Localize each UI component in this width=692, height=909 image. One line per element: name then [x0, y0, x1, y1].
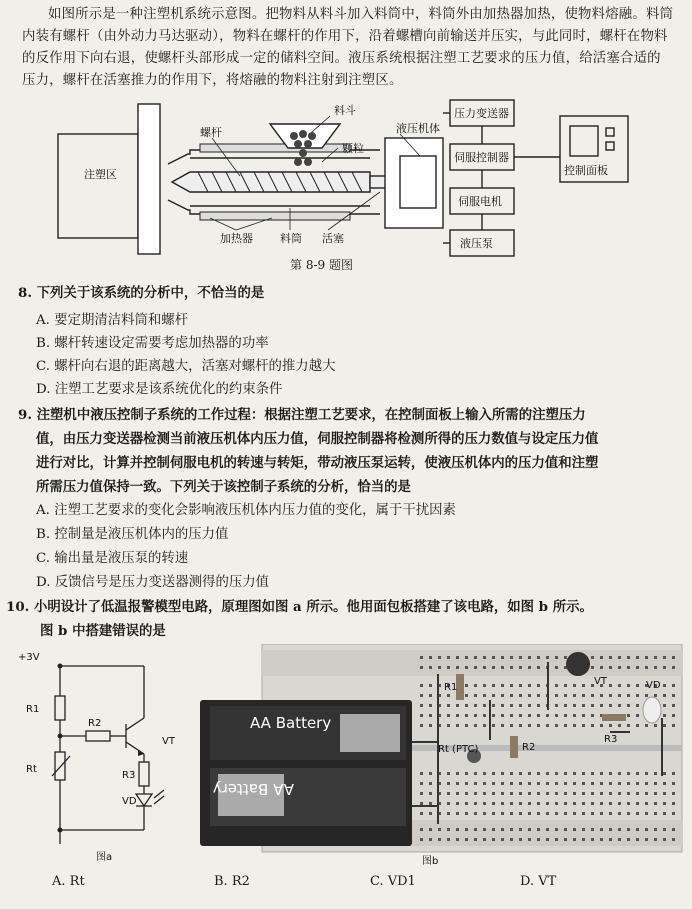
label-barrel: 料筒 [280, 232, 302, 245]
q8-option-c: C. 螺杆向右退的距离越大，活塞对螺杆的推力越大 [36, 359, 336, 374]
breadboard-vd [643, 697, 661, 723]
q10-line-1: 10. 小明设计了低温报警模型电路，原理图如图 a 所示。他用面包板搭建了该电路，如图 b 所示。 [6, 599, 593, 615]
schematic-label-rt: Rt [26, 764, 37, 775]
figure-a-caption: 图a [96, 852, 113, 863]
q10-line-2: 图 b 中搭建错误的是 [40, 623, 166, 639]
label-hydraulic-body: 液压机体 [396, 122, 440, 135]
schematic-label-vt: VT [162, 736, 175, 747]
q8-stem: 8. 下列关于该系统的分析中，不恰当的是 [18, 285, 265, 301]
schematic-label-vcc: +3V [18, 652, 40, 663]
breadboard-label-vd: VD [646, 680, 661, 691]
q9-option-b: B. 控制量是液压机体内的压力值 [36, 527, 229, 542]
label-granule: 颗粒 [342, 142, 364, 155]
schematic-label-r1: R1 [26, 704, 40, 715]
q9-line-1: 9. 注塑机中液压控制子系统的工作过程：根据注塑工艺要求，在控制面板上输入所需的注塑压力 [18, 407, 586, 423]
figure-b-caption: 图b [422, 856, 439, 867]
label-control-panel: 控制面板 [564, 164, 608, 177]
q8-option-d: D. 注塑工艺要求是该系统优化的约束条件 [36, 382, 283, 397]
q10-option-d: D. VT [520, 874, 557, 889]
label-pressure-transmitter: 压力变送器 [454, 107, 509, 120]
label-servo-motor: 伺服电机 [458, 195, 502, 208]
schematic-label-r2: R2 [88, 718, 102, 729]
breadboard-label-r2: R2 [522, 742, 536, 753]
q9-line-3: 进行对比，计算并控制伺服电机的转速与转矩，带动液压泵运转，使液压机体内的压力值和注塑 [36, 455, 599, 471]
label-heater: 加热器 [220, 232, 253, 245]
label-hydraulic-pump: 液压泵 [460, 237, 493, 250]
q10-option-b: B. R2 [214, 874, 250, 889]
breadboard-label-rt: Rt (PTC) [438, 744, 479, 755]
figure1-caption: 第 8-9 题图 [290, 258, 353, 272]
battery-label-top: AA Battery [250, 714, 332, 732]
breadboard-vt [566, 652, 590, 676]
breadboard-label-vt: VT [594, 676, 607, 687]
q9-option-d: D. 反馈信号是压力变送器测得的压力值 [36, 575, 270, 590]
battery-label-bottom: AA Battery [212, 780, 294, 798]
q8-option-a: A. 要定期清洁料筒和螺杆 [36, 313, 189, 328]
q10-option-a: A. Rt [52, 874, 85, 889]
q9-line-4: 所需压力值保持一致。下列关于该控制子系统的分析，恰当的是 [36, 479, 411, 495]
label-screw: 螺杆 [200, 126, 222, 139]
breadboard-r2 [510, 736, 518, 758]
breadboard-r3 [602, 714, 626, 721]
label-zone: 注塑区 [84, 168, 117, 181]
q9-line-2: 值，由压力变送器检测当前液压机体内压力值，伺服控制器将检测所得的压力数值与设定压力值 [36, 431, 599, 447]
schematic-label-vd: VD [122, 796, 137, 807]
q8-option-b: B. 螺杆转速设定需要考虑加热器的功率 [36, 336, 269, 351]
intro-paragraph: 如图所示是一种注塑机系统示意图。把物料从料斗加入料筒中，料筒外由加热器加热，使物料熔融。料筒内装有螺杆（由外动力马达驱动），物料在螺杆的作用下，沿着螺槽向前输送并压实，与此同时，螺杆在物料的反作用下向右退，使螺杆头部形成一定的储料空间。液压系统根据注塑工艺要求的压力值，给活塞合适的压力，螺杆在活塞推力的作用下，将熔融的物料注射到注塑区。 [22, 7, 674, 88]
q9-option-a: A. 注塑工艺要求的变化会影响液压机体内压力值的变化，属于干扰因素 [36, 503, 456, 518]
injection-machine-diagram [40, 96, 660, 274]
schematic-figure-a [12, 648, 212, 868]
schematic-label-r3: R3 [122, 770, 136, 781]
q9-option-c: C. 输出量是液压泵的转速 [36, 551, 189, 566]
label-servo-controller: 伺服控制器 [454, 151, 509, 164]
breadboard-label-r3: R3 [604, 734, 618, 745]
breadboard-label-r1: R1 [444, 682, 458, 693]
label-piston: 活塞 [322, 232, 344, 245]
breadboard-figure-b [200, 644, 688, 868]
q10-option-c: C. VD1 [370, 874, 416, 889]
label-hopper: 料斗 [334, 104, 356, 117]
